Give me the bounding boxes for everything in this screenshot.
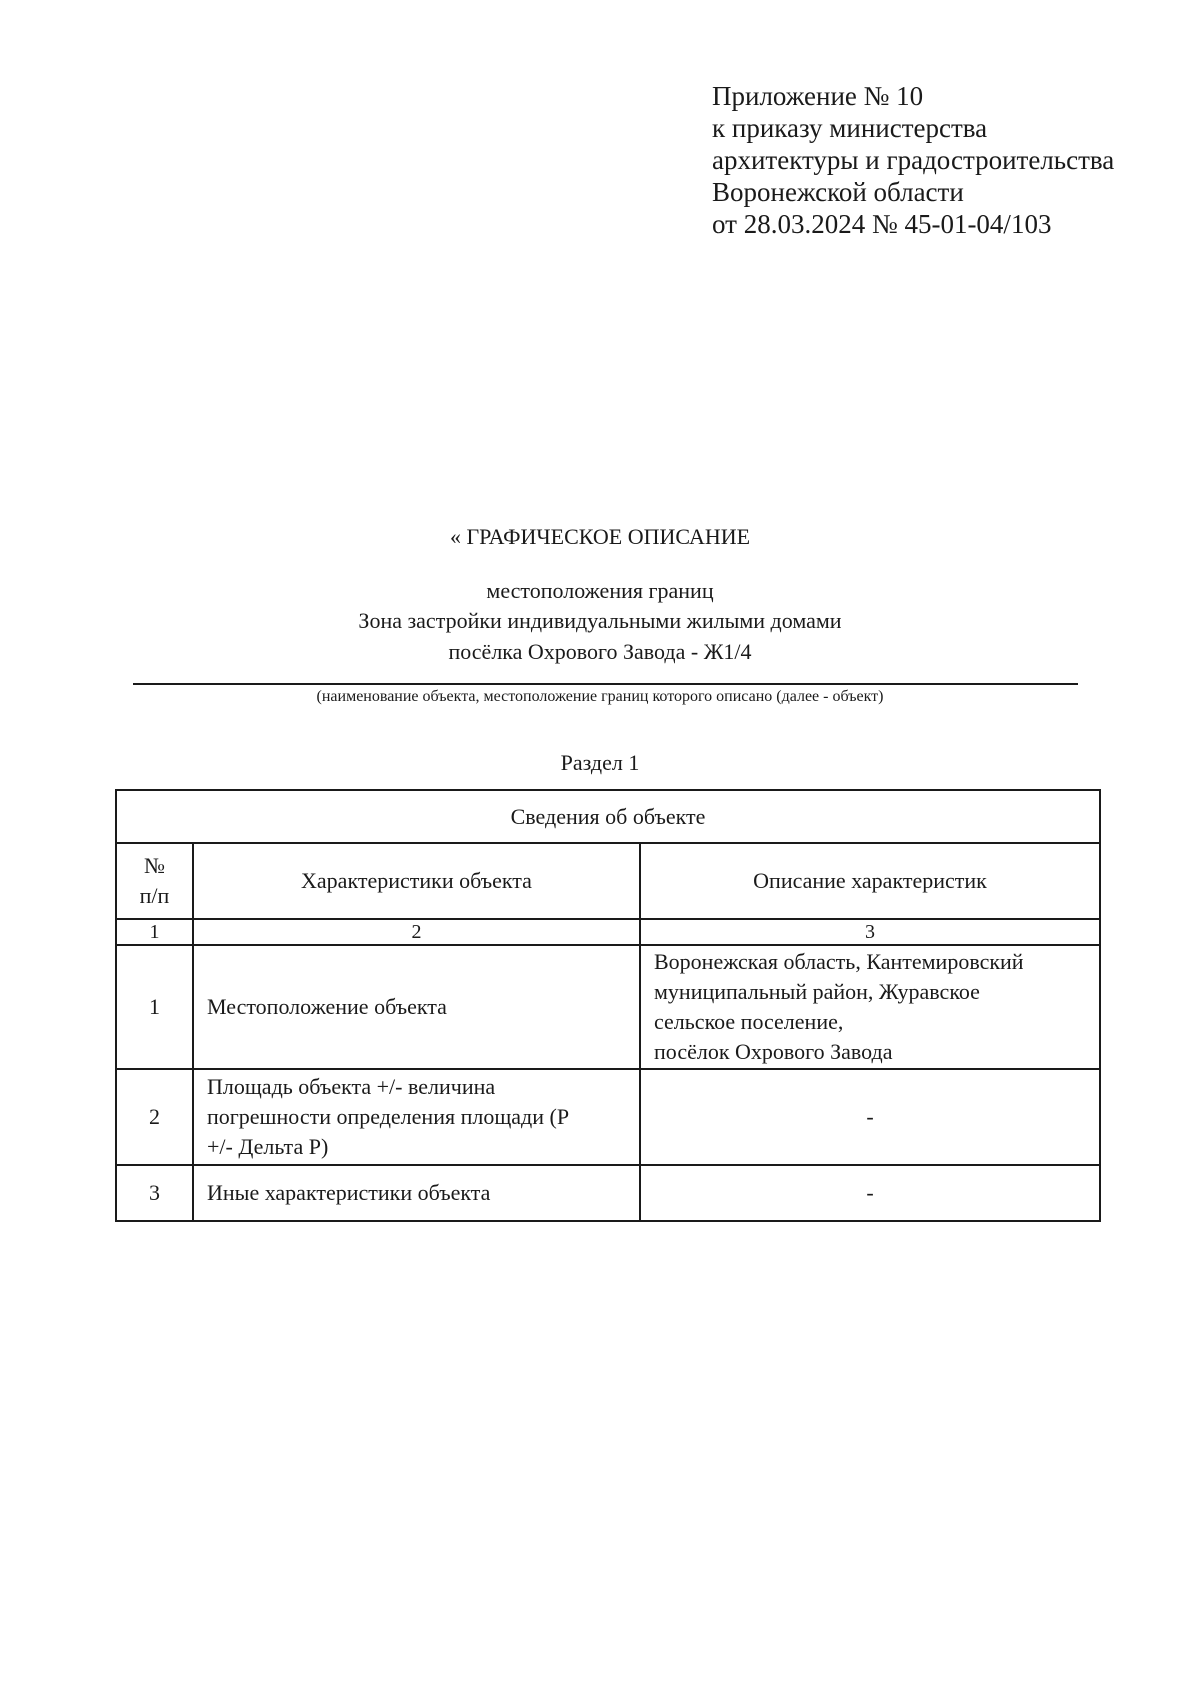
row-description: - xyxy=(640,1069,1100,1165)
characteristic-line: погрешности определения площади (Р xyxy=(207,1104,570,1129)
description-line: Воронежская область, Кантемировский xyxy=(654,949,1024,974)
header-number xyxy=(116,843,193,919)
row-characteristic: Иные характеристики объекта xyxy=(193,1165,640,1221)
row-characteristic xyxy=(193,1069,640,1165)
column-number-2: 2 xyxy=(193,919,640,945)
appendix-line-2: к приказу министерства xyxy=(712,113,988,143)
table-row xyxy=(116,1165,1100,1221)
characteristic-line: +/- Дельта Р) xyxy=(207,1134,329,1159)
document-subtitle-3: посёлка Охрового Завода - Ж1/4 xyxy=(448,639,752,664)
document-subtitle-2: Зона застройки индивидуальными жилыми домами xyxy=(358,608,842,633)
appendix-line-4: Воронежской области xyxy=(712,177,964,207)
table-row xyxy=(116,945,1100,1069)
column-number-row xyxy=(116,919,1100,945)
row-number: 1 xyxy=(116,945,193,1069)
row-number: 2 xyxy=(116,1069,193,1165)
column-number-3: 3 xyxy=(640,919,1100,945)
column-number-1: 1 xyxy=(116,919,193,945)
object-info-table xyxy=(115,789,1101,1222)
table-header-row xyxy=(116,843,1100,919)
appendix-line-5: от 28.03.2024 № 45-01-04/103 xyxy=(712,209,1052,239)
characteristic-line: Площадь объекта +/- величина xyxy=(207,1074,496,1099)
table-row xyxy=(116,1069,1100,1165)
header-description: Описание характеристик xyxy=(640,843,1100,919)
table-title-row xyxy=(116,790,1100,843)
appendix-block xyxy=(712,80,1114,240)
appendix-line-3: архитектуры и градостроительства xyxy=(712,145,1115,175)
row-description: - xyxy=(640,1165,1100,1221)
document-subtitle-1: местоположения границ xyxy=(486,578,714,603)
appendix-line-1: Приложение № 10 xyxy=(712,81,924,111)
document-title: « ГРАФИЧЕСКОЕ ОПИСАНИЕ xyxy=(449,524,751,549)
row-description xyxy=(640,945,1100,1069)
description-line: сельское поселение, xyxy=(654,1009,844,1034)
header-number-line-2: п/п xyxy=(139,883,170,908)
row-number: 3 xyxy=(116,1165,193,1221)
row-characteristic: Местоположение объекта xyxy=(193,945,640,1069)
object-caption: (наименование объекта, местоположение границ которого описано (далее - объект) xyxy=(316,688,884,705)
underline-divider xyxy=(133,683,1078,685)
header-number-line-1: № xyxy=(144,853,165,878)
section-heading: Раздел 1 xyxy=(560,750,640,775)
description-line: муниципальный район, Журавское xyxy=(654,979,980,1004)
table-title: Сведения об объекте xyxy=(116,790,1100,843)
header-characteristics: Характеристики объекта xyxy=(193,843,640,919)
description-line: посёлок Охрового Завода xyxy=(654,1039,893,1064)
